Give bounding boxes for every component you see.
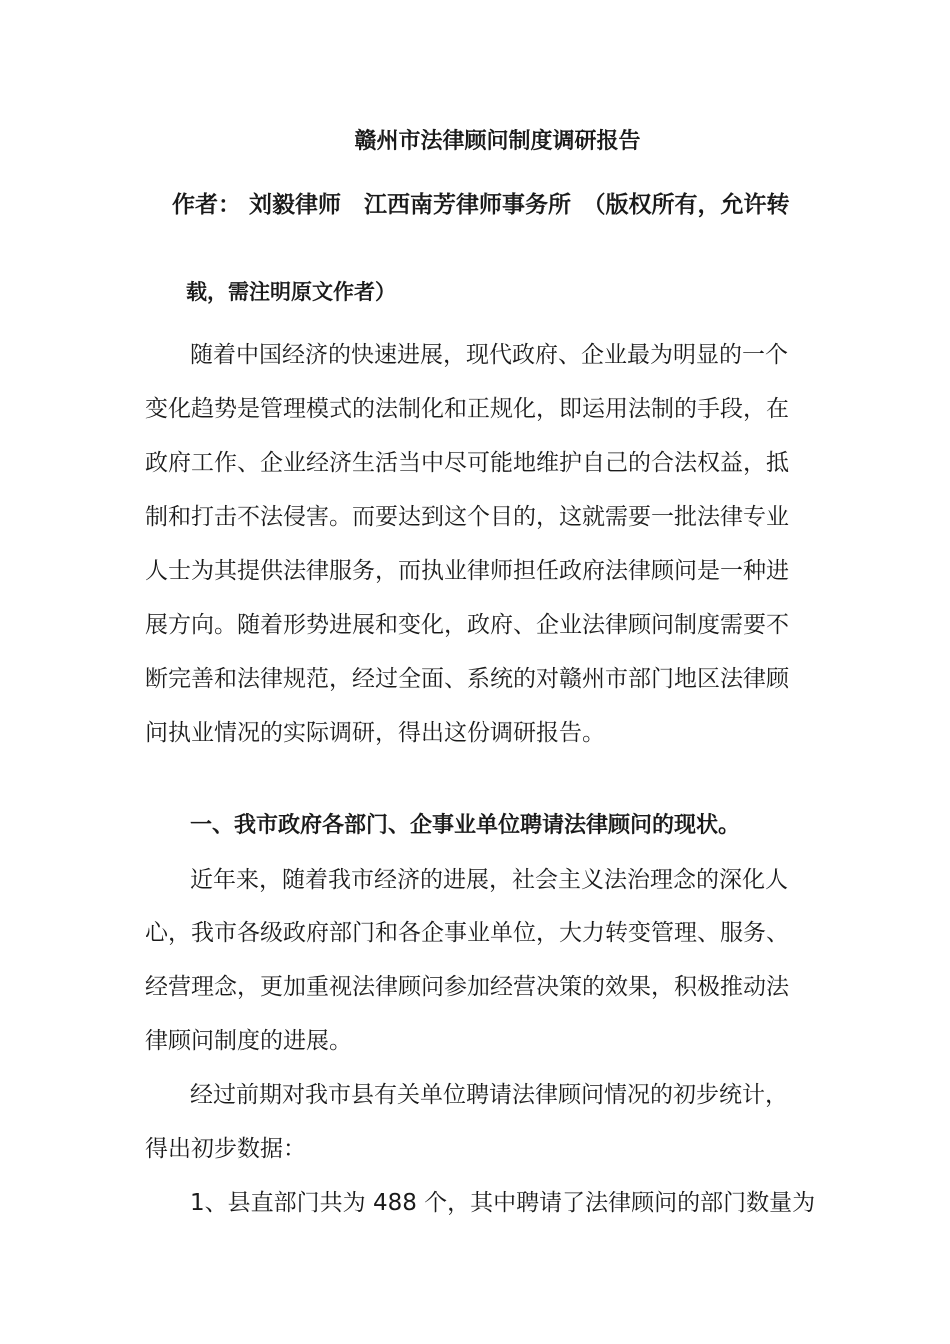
section-heading: 一、我市政府各部门、企事业单位聘请法律顾问的现状。 [190, 813, 741, 838]
intro-line: 变化趋势是管理模式的法制化和正规化，即运用法制的手段，在 [145, 396, 789, 422]
intro-line: 人士为其提供法律服务，而执业律师担任政府法律顾问是一种进 [145, 558, 789, 584]
section-paragraph-line: 近年来，随着我市经济的进展，社会主义法治理念的深化人 [190, 867, 788, 893]
intro-line: 制和打击不法侵害。而要达到这个目的，这就需要一批法律专业 [145, 504, 789, 530]
section-paragraph-line: 心，我市各级政府部门和各企事业单位，大力转变管理、服务、 [145, 920, 789, 946]
section-paragraph-line: 律顾问制度的进展。 [145, 1028, 352, 1054]
section-paragraph-line: 经营理念，更加重视法律顾问参加经营决策的效果，积极推动法 [145, 974, 789, 1000]
author-line-1: 作者： 刘毅律师 江西南芳律师事务所 （版权所有，允许转 [172, 192, 790, 218]
intro-line: 随着中国经济的快速进展，现代政府、企业最为明显的一个 [190, 342, 788, 368]
author-line-2: 载，需注明原文作者） [186, 280, 396, 304]
section-paragraph-line: 得出初步数据： [145, 1136, 306, 1162]
intro-line: 展方向。随着形势进展和变化，政府、企业法律顾问制度需要不 [145, 612, 789, 638]
section-paragraph-line: 经过前期对我市县有关单位聘请法律顾问情况的初步统计， [190, 1082, 788, 1108]
document-title: 赣州市法律顾问制度调研报告 [354, 129, 641, 154]
intro-line: 政府工作、企业经济生活当中尽可能地维护自己的合法权益，抵 [145, 450, 789, 476]
intro-line: 断完善和法律规范，经过全面、系统的对赣州市部门地区法律顾 [145, 666, 789, 692]
list-item: 1、县直部门共为 488 个，其中聘请了法律顾问的部门数量为 [190, 1190, 816, 1216]
intro-line: 问执业情况的实际调研，得出这份调研报告。 [145, 720, 605, 746]
